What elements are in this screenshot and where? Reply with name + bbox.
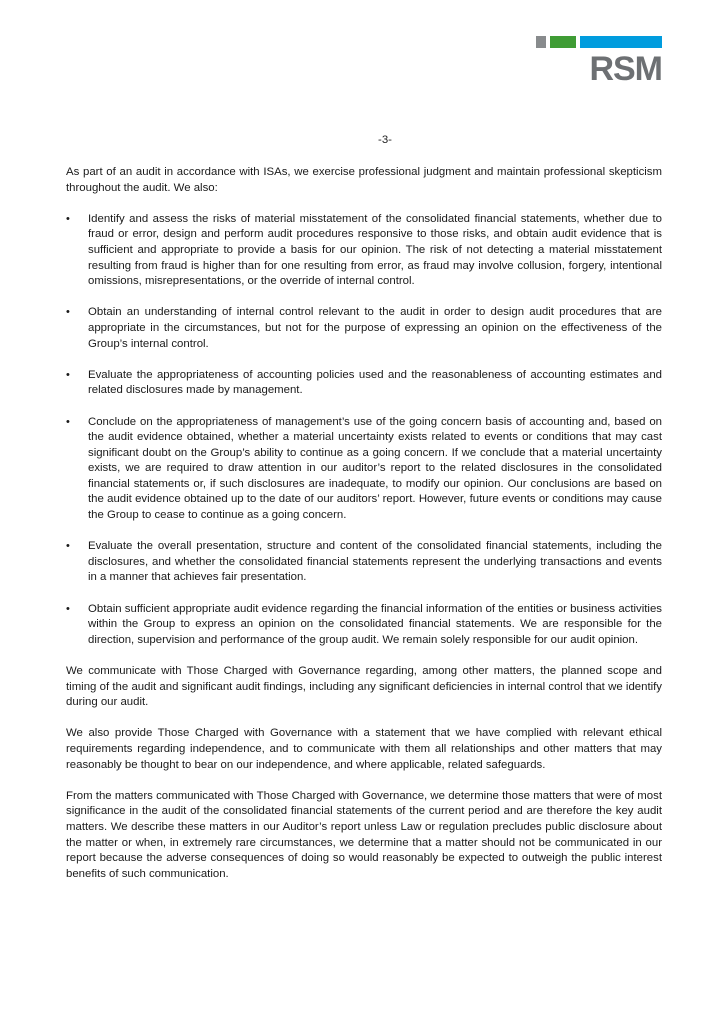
governance-communication-paragraph: We communicate with Those Charged with Governance regarding, among other matters, the planned scope and timing of the audit and significant audit findings, including any significant deficiencies in internal control that we identify during our audit. xyxy=(66,665,662,709)
list-item-text: Obtain an understanding of internal control relevant to the audit in order to design audit procedures that are appropriate in the circumstances, but not for the purpose of expressing an opinion on the effectiveness of the Group’s internal control. xyxy=(88,306,662,350)
list-item xyxy=(66,368,662,399)
list-item-text: Conclude on the appropriateness of management’s use of the going concern basis of accounting and, based on the audit evidence obtained, whether a material uncertainty exists related to events or conditions that may cast significant doubt on the Group’s ability to continue as a going concern. If we conclude that a material uncertainty exists, we are required to draw attention in our auditor’s report to the related disclosures in the consolidated financial statements or, if such disclosures are inadequate, to modify our opinion. Our conclusions are based on the audit evidence obtained up to the date of our auditors’ report. However, future events or conditions may cause the Group to cease to continue as a going concern. xyxy=(88,415,662,522)
logo-bars xyxy=(536,36,662,48)
bullet-icon: • xyxy=(66,306,70,319)
list-item-text: Evaluate the appropriateness of accounting policies used and the reasonableness of accounting estimates and related disclosures made by management. xyxy=(88,368,662,397)
list-item-text: Identify and assess the risks of material misstatement of the consolidated financial statements, whether due to fraud or error, design and perform audit procedures responsive to those risks, and obtain audit evidence that is sufficient and appropriate to provide a basis for our opinion. The risk of not detecting a material misstatement resulting from fraud is higher than for one resulting from error, as fraud may involve collusion, forgery, intentional omissions, misrepresentations, or the override of internal control. xyxy=(88,212,662,288)
list-item xyxy=(66,212,662,290)
logo-text: RSM xyxy=(589,50,662,88)
list-item xyxy=(66,305,662,352)
list-item-text: Evaluate the overall presentation, structure and content of the consolidated financial statements, including the disclosures, and whether the consolidated financial statements represent the underlying transactions and events in a manner that achieves fair presentation. xyxy=(88,540,662,584)
bullet-icon: • xyxy=(66,540,70,553)
independence-paragraph: We also provide Those Charged with Governance with a statement that we have complied with relevant ethical requirements regarding independence, and to communicate with them all relationships and other matters that may reasonably be thought to bear on our independence, and where applicable, related safeguards. xyxy=(66,727,662,771)
bullet-icon: • xyxy=(66,602,70,615)
bullet-icon: • xyxy=(66,415,70,428)
logo-bar-blue xyxy=(580,36,662,48)
list-item xyxy=(66,415,662,524)
bullet-list xyxy=(66,212,662,649)
list-item-text: Obtain sufficient appropriate audit evidence regarding the financial information of the entities or business activities within the Group to express an opinion on the consolidated financial statements. We are responsible for the direction, supervision and performance of the group audit. We remain solely responsible for our audit opinion. xyxy=(88,602,662,646)
document-body xyxy=(66,165,662,898)
page-number: -3- xyxy=(378,134,392,146)
list-item xyxy=(66,602,662,649)
list-item xyxy=(66,539,662,586)
intro-paragraph: As part of an audit in accordance with ISAs, we exercise professional judgment and maintain professional skepticism throughout the audit. We also: xyxy=(66,166,662,194)
bullet-icon: • xyxy=(66,212,70,225)
logo-bar-green xyxy=(550,36,576,48)
logo-bar-gray xyxy=(536,36,546,48)
bullet-icon: • xyxy=(66,368,70,381)
key-audit-matters-paragraph: From the matters communicated with Those Charged with Governance, we determine those matters that were of most significance in the audit of the consolidated financial statements of the current period and are therefore the key audit matters. We describe these matters in our Auditor’s report unless Law or regulation precludes public disclosure about the matter or when, in extremely rare circumstances, we determine that a matter should not be communicated in our report because the adverse consequences of doing so would reasonably be expected to outweigh the public interest benefits of such communication. xyxy=(66,789,662,880)
rsm-logo xyxy=(536,36,662,90)
